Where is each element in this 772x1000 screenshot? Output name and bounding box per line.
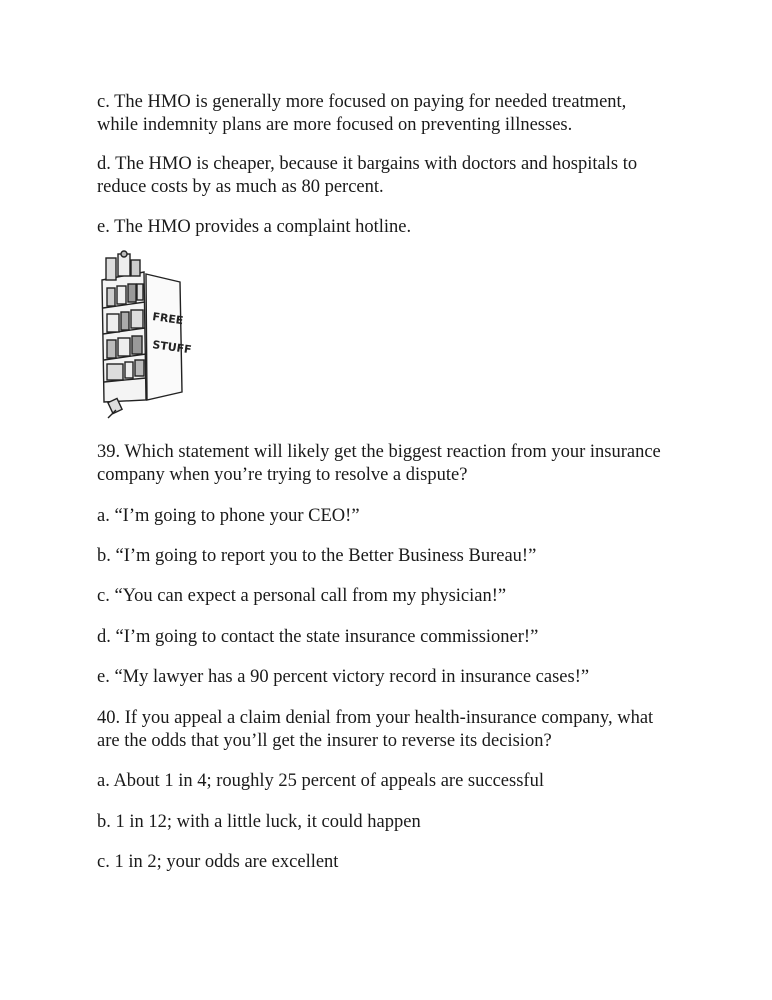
text-line: company when you’re trying to resolve a dispute? xyxy=(97,465,468,485)
sign-text-free: FREE xyxy=(151,310,185,328)
q38-option-c xyxy=(97,91,697,137)
q39-option-c xyxy=(97,585,697,608)
q39-question xyxy=(97,441,697,487)
text-line: d. “I’m going to contact the state insurance commissioner!” xyxy=(97,627,539,647)
text-line: d. The HMO is cheaper, because it bargains with doctors and hospitals to xyxy=(97,154,638,174)
text-line: a. About 1 in 4; roughly 25 percent of appeals are successful xyxy=(97,771,544,791)
q40-option-b xyxy=(97,811,697,834)
q38-option-e xyxy=(97,216,697,239)
text-line: reduce costs by as much as 80 percent. xyxy=(97,177,384,197)
text-line: b. 1 in 12; with a little luck, it could happen xyxy=(97,812,421,832)
text-line: b. “I’m going to report you to the Better Business Bureau!” xyxy=(97,546,537,566)
text-line: e. The HMO provides a complaint hotline. xyxy=(97,217,412,237)
sign-text-stuff: STUFF xyxy=(151,338,193,357)
text-line: c. The HMO is generally more focused on paying for needed treatment, xyxy=(97,92,627,112)
text-line: c. “You can expect a personal call from my physician!” xyxy=(97,586,507,606)
text-line: c. 1 in 2; your odds are excellent xyxy=(97,852,339,872)
text-line: 39. Which statement will likely get the biggest reaction from your insurance xyxy=(97,442,661,462)
text-line: a. “I’m going to phone your CEO!” xyxy=(97,506,360,526)
q40-option-c xyxy=(97,851,697,874)
q39-option-d xyxy=(97,626,697,649)
q39-option-a xyxy=(97,505,697,528)
text-line: while indemnity plans are more focused on preventing illnesses. xyxy=(97,115,573,135)
q39-option-e xyxy=(97,666,697,689)
q38-option-d xyxy=(97,153,697,199)
text-line: are the odds that you’ll get the insurer to reverse its decision? xyxy=(97,731,552,751)
q40-option-a xyxy=(97,770,697,793)
medicine-cabinet-icon xyxy=(96,250,193,420)
q40-question xyxy=(97,707,697,753)
q39-option-b xyxy=(97,545,697,568)
text-line: 40. If you appeal a claim denial from your health-insurance company, what xyxy=(97,708,654,728)
text-line: e. “My lawyer has a 90 percent victory record in insurance cases!” xyxy=(97,667,590,687)
